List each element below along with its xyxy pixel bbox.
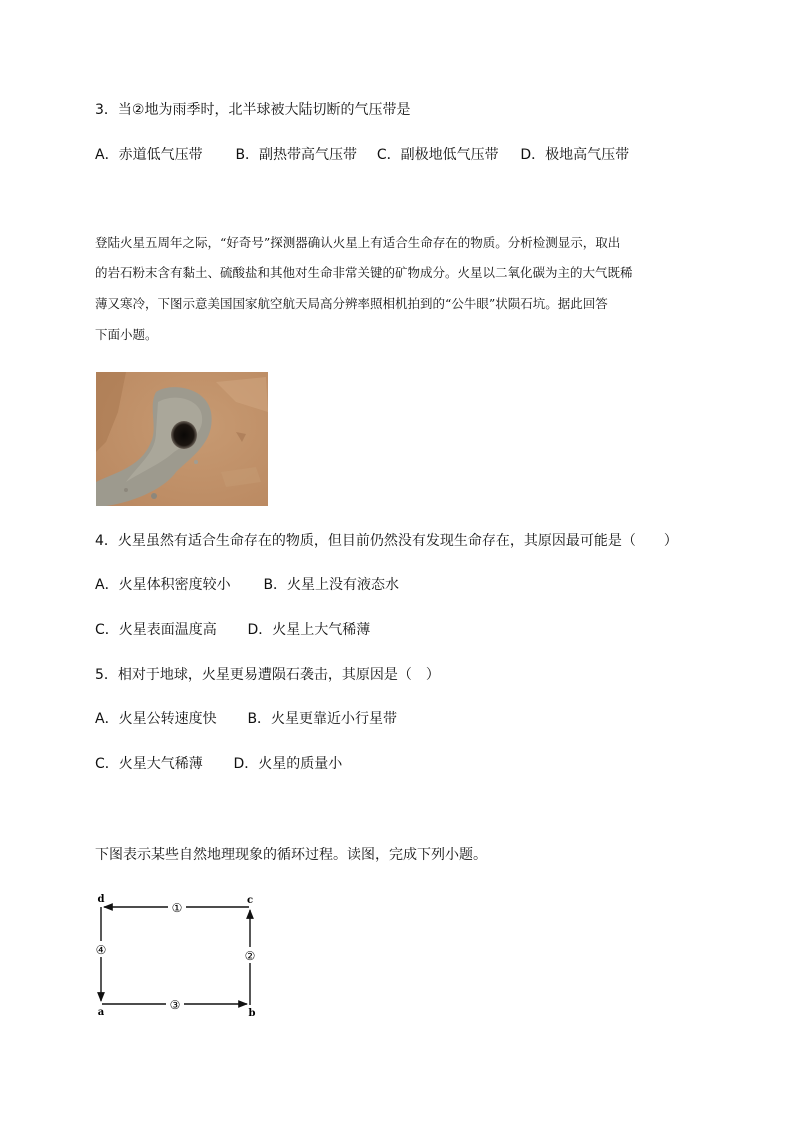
q3-option-b: B．副热带高气压带 xyxy=(235,147,358,163)
q4-options-row-1 xyxy=(95,575,399,595)
label-arrow-4: ④ xyxy=(95,943,107,957)
crater-photo xyxy=(96,372,268,506)
corner-a: a xyxy=(97,1007,105,1018)
q4-option-d: D．火星上大气稀薄 xyxy=(247,622,371,638)
q3-option-d: D．极地高气压带 xyxy=(520,147,630,163)
q5-option-c: C．火星大气稀薄 xyxy=(95,756,203,772)
q3-option-a: A．赤道低气压带 xyxy=(95,147,203,163)
q4-option-a: A．火星体积密度较小 xyxy=(95,577,231,593)
corner-b: b xyxy=(248,1008,256,1018)
q5-option-b: B．火星更靠近小行星带 xyxy=(247,711,398,727)
corner-c: c xyxy=(246,895,254,906)
passage-line-2: 的岩石粉末含有黏土、硫酸盐和其他对生命非常关键的矿物成分。火星以二氧化碳为主的大气既稀 xyxy=(95,265,633,280)
q5-stem: 5．相对于地球，火星更易遭陨石袭击，其原因是（ ） xyxy=(95,667,440,683)
passage-line-1: 登陆火星五周年之际，“好奇号”探测器确认火星上有适合生命存在的物质。分析检测显示，取出 xyxy=(95,235,621,250)
q4-stem: 4．火星虽然有适合生命存在的物质，但目前仍然没有发现生命存在，其原因最可能是（ ） xyxy=(95,533,678,549)
label-arrow-2: ② xyxy=(244,949,256,963)
q5-options-row-1 xyxy=(95,709,397,729)
cycle-diagram xyxy=(88,888,268,1018)
q4-option-b: B．火星上没有液态水 xyxy=(263,577,400,593)
q4-options-row-2 xyxy=(95,620,370,640)
q5-option-a: A．火星公转速度快 xyxy=(95,711,217,727)
passage-line-3: 薄又寒冷，下图示意美国国家航空航天局高分辨率照相机拍到的“公牛眼”状陨石坑。据此回答 xyxy=(95,296,608,311)
label-arrow-3: ③ xyxy=(169,998,181,1012)
q5-option-d: D．火星的质量小 xyxy=(233,756,343,772)
q3-options xyxy=(95,145,629,165)
q3-option-c: C．副极地低气压带 xyxy=(376,147,499,163)
cycle-intro: 下图表示某些自然地理现象的循环过程。读图，完成下列小题。 xyxy=(95,847,487,863)
passage-line-4: 下面小题。 xyxy=(95,327,158,342)
q5-options-row-2 xyxy=(95,754,342,774)
label-arrow-1: ① xyxy=(171,901,183,915)
corner-d: d xyxy=(97,894,105,905)
q4-option-c: C．火星表面温度高 xyxy=(95,622,217,638)
q3-stem: 3．当②地为雨季时，北半球被大陆切断的气压带是 xyxy=(95,102,411,118)
